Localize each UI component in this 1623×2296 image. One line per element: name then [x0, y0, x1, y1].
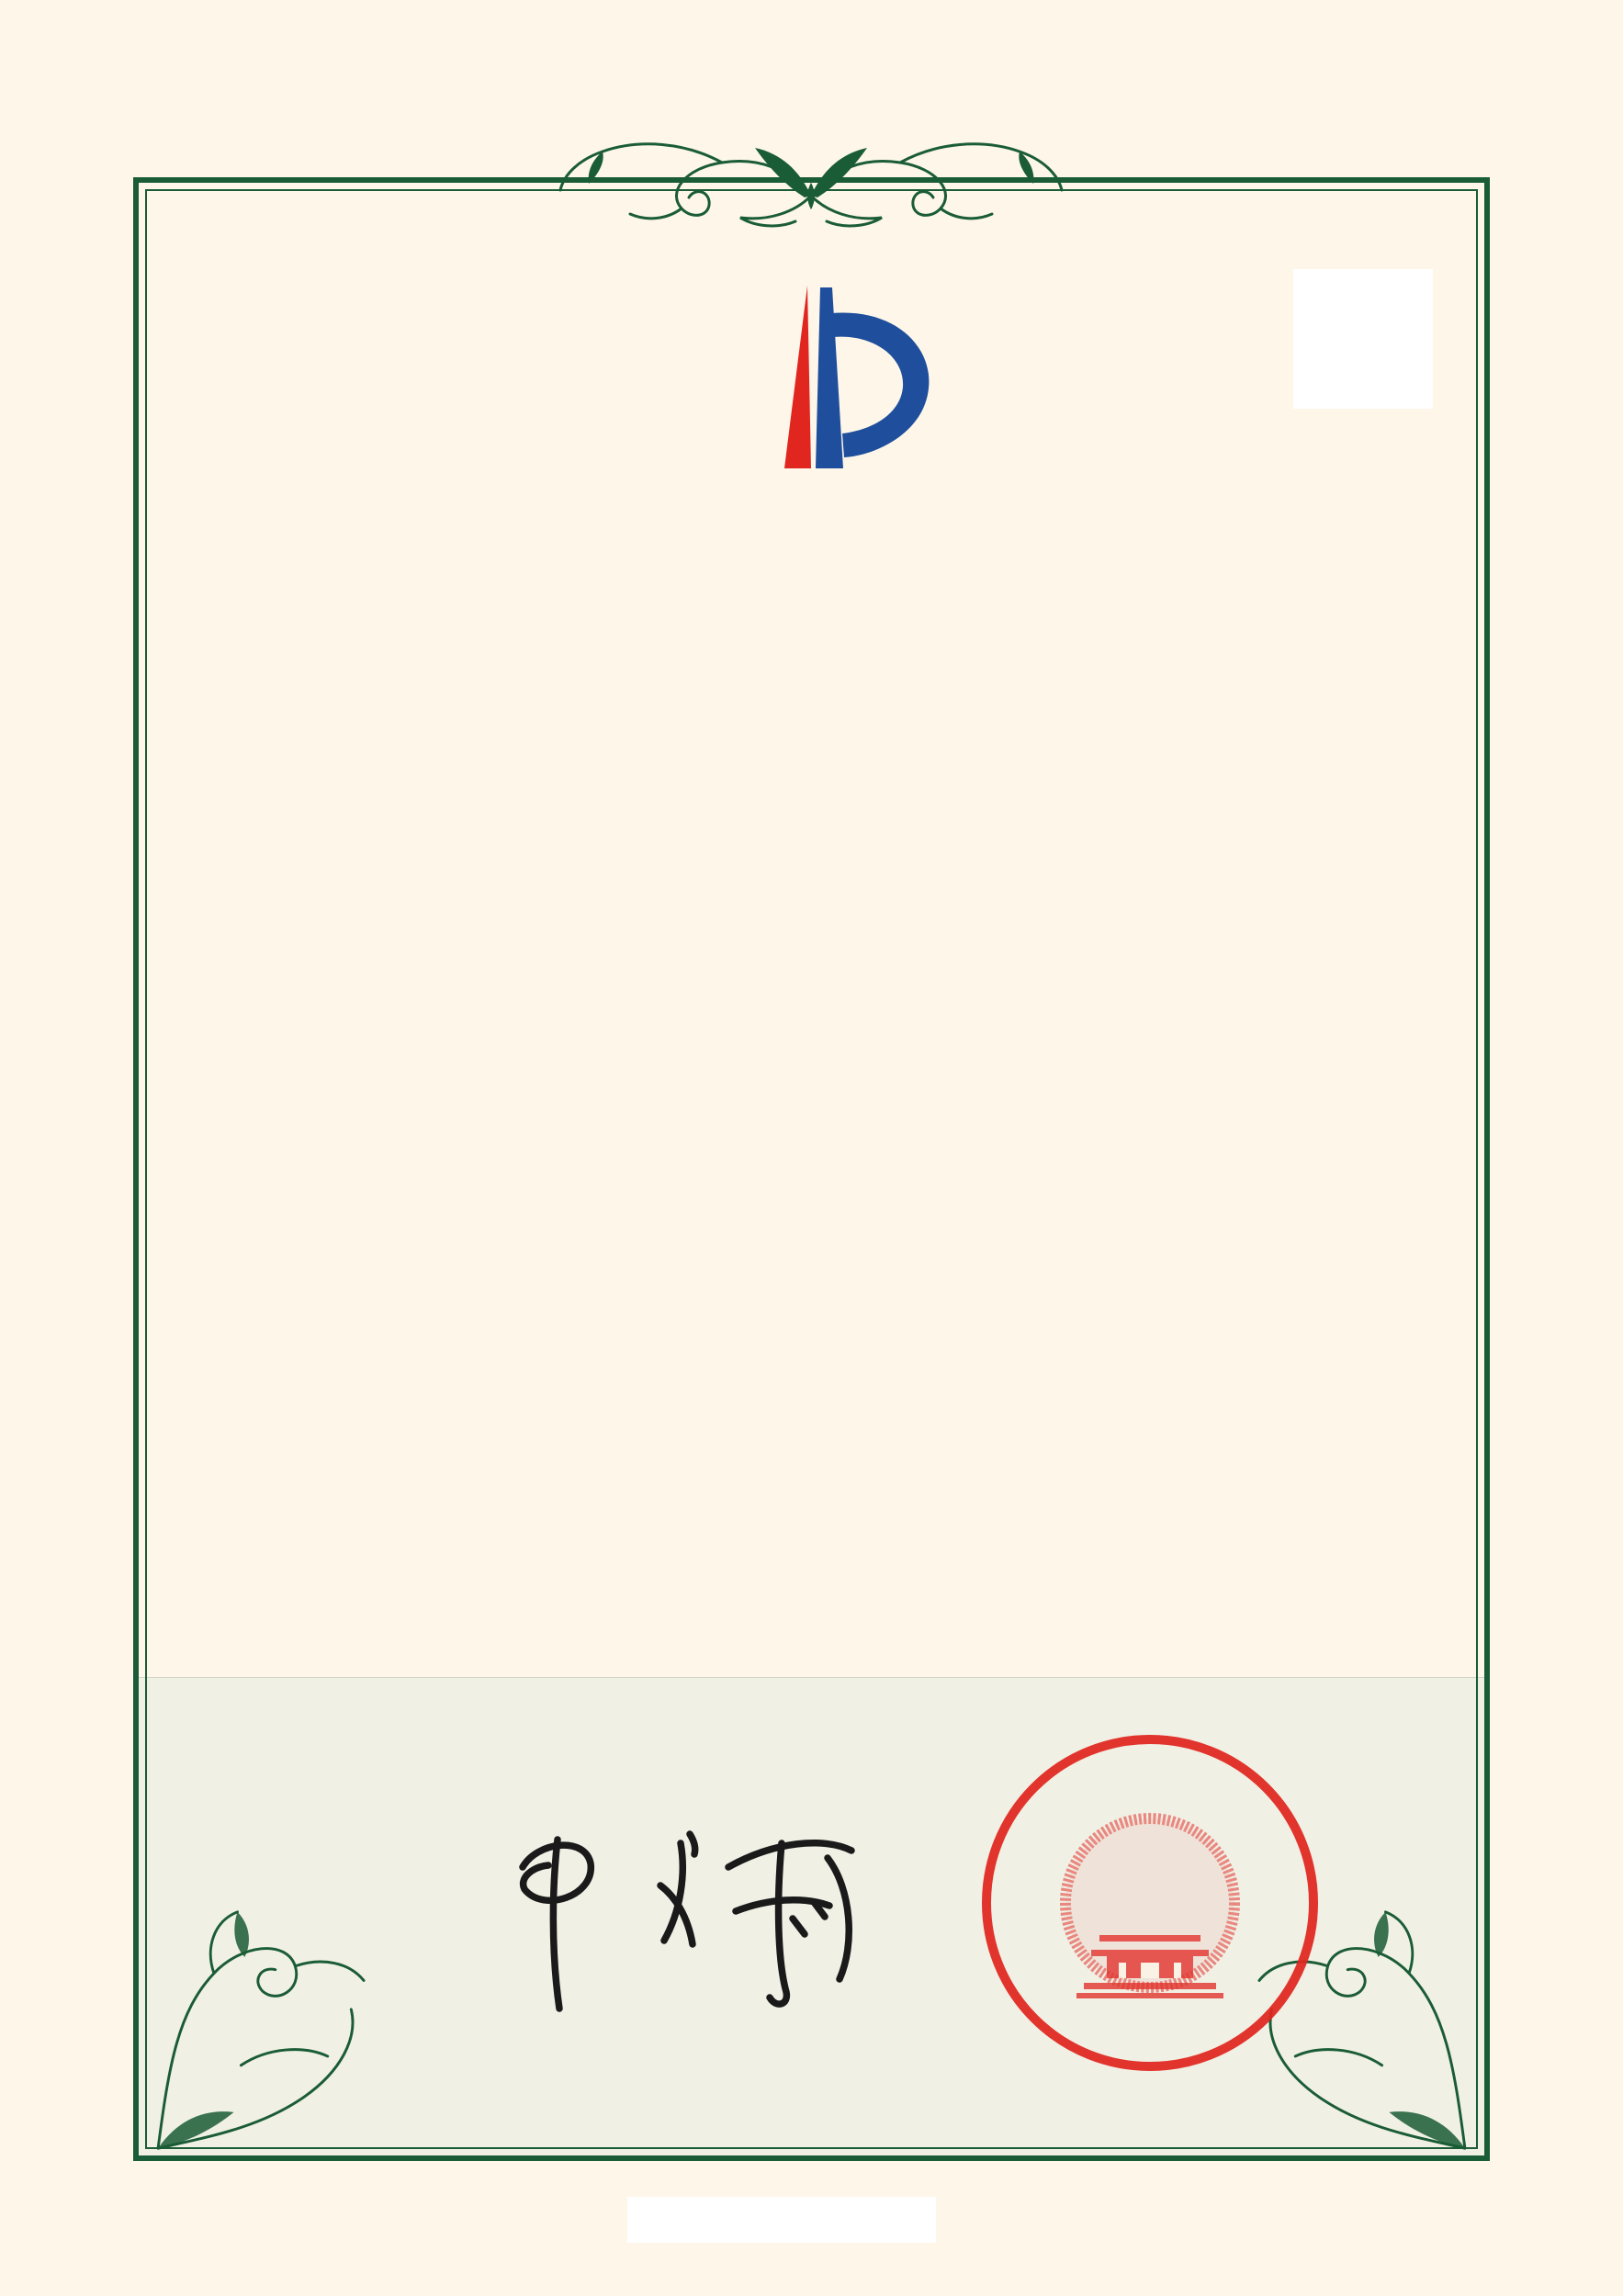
floral-flourish-ornament-top [551, 131, 1071, 251]
continuation-note [627, 2197, 936, 2243]
barcode [229, 1720, 589, 1750]
legal-body-text [216, 1336, 1426, 1342]
director-signature-handwritten [501, 1823, 868, 2016]
qr-code [1293, 269, 1433, 409]
cnipa-official-seal [971, 1724, 1329, 2082]
floral-flourish-ornament-bottom-left [149, 1903, 378, 2155]
